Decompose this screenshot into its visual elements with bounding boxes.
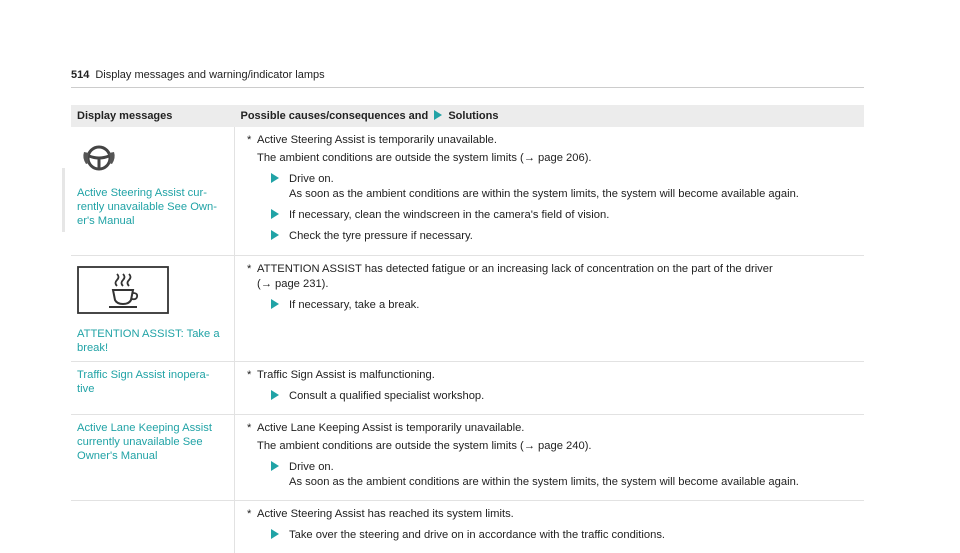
table-row <box>71 127 864 255</box>
cause-item: * Traffic Sign Assist is malfunctioning. <box>247 368 435 381</box>
display-message-cell <box>71 127 235 255</box>
table-row <box>71 501 864 553</box>
message-text: ATTENTION ASSIST: Take a break! <box>77 327 220 354</box>
table-row <box>71 255 864 361</box>
solution-arrow-icon <box>271 209 279 219</box>
cause-item: * Active Steering Assist is temporarily unavailable. <box>247 133 498 146</box>
solution-arrow-icon <box>271 461 279 471</box>
solution-step: Take over the steering and drive on in accordance with the traffic conditions. <box>247 528 858 543</box>
header-divider <box>71 87 864 88</box>
margin-marker <box>62 168 65 232</box>
solution-step: Drive on. As soon as the ambient conditions are within the system limits, the system will become available again. <box>247 172 858 202</box>
table-header-row <box>71 105 864 127</box>
column-header-causes-solutions: Possible causes/consequences and Solutions <box>235 105 865 127</box>
coffee-cup-icon <box>77 266 230 319</box>
causes-cell <box>235 255 865 361</box>
cause-item: * Active Lane Keeping Assist is temporarily unavailable. <box>247 421 525 434</box>
display-message-cell <box>71 361 235 414</box>
display-message-cell <box>71 501 235 553</box>
message-text: Traffic Sign Assist inopera- tive <box>77 368 210 395</box>
solution-step: If necessary, take a break. <box>247 298 858 313</box>
solution-step: Drive on. As soon as the ambient conditions are within the system limits, the system will become available again. <box>247 460 858 490</box>
solution-arrow-icon <box>271 173 279 183</box>
causes-cell <box>235 501 865 553</box>
table-row <box>71 414 864 500</box>
solution-arrow-icon <box>271 299 279 309</box>
causes-cell <box>235 414 865 500</box>
cause-detail: The ambient conditions are outside the system limits (→ page 240). <box>257 439 592 452</box>
column-header-display-messages: Display messages <box>71 105 235 127</box>
solution-arrow-icon <box>434 110 442 120</box>
steering-wheel-hands-icon <box>81 143 230 178</box>
solution-step: Check the tyre pressure if necessary. <box>247 229 858 244</box>
causes-cell <box>235 361 865 414</box>
page-title: Display messages and warning/indicator lamps <box>95 69 325 81</box>
page-header <box>71 69 325 81</box>
table-row <box>71 361 864 414</box>
cause-detail: The ambient conditions are outside the system limits (→ page 206). <box>257 151 592 164</box>
display-messages-table <box>71 105 864 553</box>
solution-step: Consult a qualified specialist workshop. <box>247 389 858 404</box>
display-message-cell <box>71 414 235 500</box>
solution-step: If necessary, clean the windscreen in the camera's field of vision. <box>247 208 858 223</box>
cause-item: * ATTENTION ASSIST has detected fatigue or an increasing lack of concentration on the part of the driver (→ page 231). <box>247 262 773 290</box>
message-text: Active Steering Assist cur- rently unavailable See Own- er's Manual <box>77 186 217 227</box>
message-text: Active Lane Keeping Assist currently unavailable See Owner's Manual <box>77 421 212 462</box>
cause-item: * Active Steering Assist has reached its system limits. <box>247 508 514 521</box>
display-message-cell <box>71 255 235 361</box>
solution-arrow-icon <box>271 230 279 240</box>
causes-cell <box>235 127 865 255</box>
page-number: 514 <box>71 69 90 81</box>
solution-arrow-icon <box>271 529 279 539</box>
solution-arrow-icon <box>271 390 279 400</box>
